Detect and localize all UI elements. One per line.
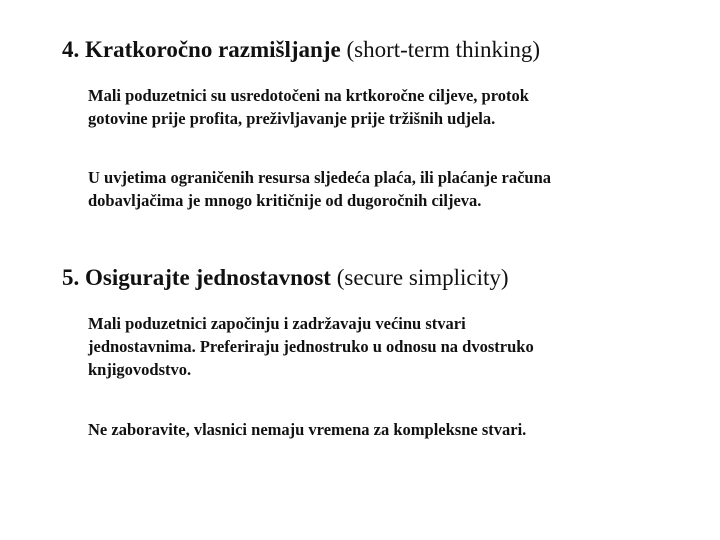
section-5-paragraph-1 [88,312,534,381]
section-5-title: 5. Osigurajte jednostavnost [62,265,331,290]
section-4-subtitle: (short-term thinking) [340,37,541,62]
paragraph-line: knjigovodstvo. [88,360,192,379]
paragraph-line: U uvjetima ograničenih resursa sljedeća plaća, ili plaćanje računa [88,168,552,187]
paragraph-line: jednostavnima. Preferiraju jednostruko u odnosu na dvostruko [88,337,534,356]
paragraph-line: Mali poduzetnici započinju i zadržavaju većinu stvari [88,314,466,333]
paragraph-line: dobavljačima je mnogo kritičnije od dugoročnih ciljeva. [88,191,482,210]
paragraph-line: Ne zaboravite, vlasnici nemaju vremena za kompleksne stvari. [88,420,527,439]
section-5-heading [62,264,509,292]
section-5-paragraph-2 [88,418,526,441]
paragraph-line: Mali poduzetnici su usredotočeni na krtkoročne ciljeve, protok [88,86,529,105]
section-5-subtitle: (secure simplicity) [330,265,509,290]
paragraph-line: gotovine prije profita, preživljavanje prije tržišnih udjela. [88,109,496,128]
section-4-paragraph-1 [88,84,529,130]
section-4-title: 4. Kratkoročno razmišljanje [62,37,341,62]
section-4-paragraph-2 [88,166,551,212]
section-4-heading [62,36,540,64]
